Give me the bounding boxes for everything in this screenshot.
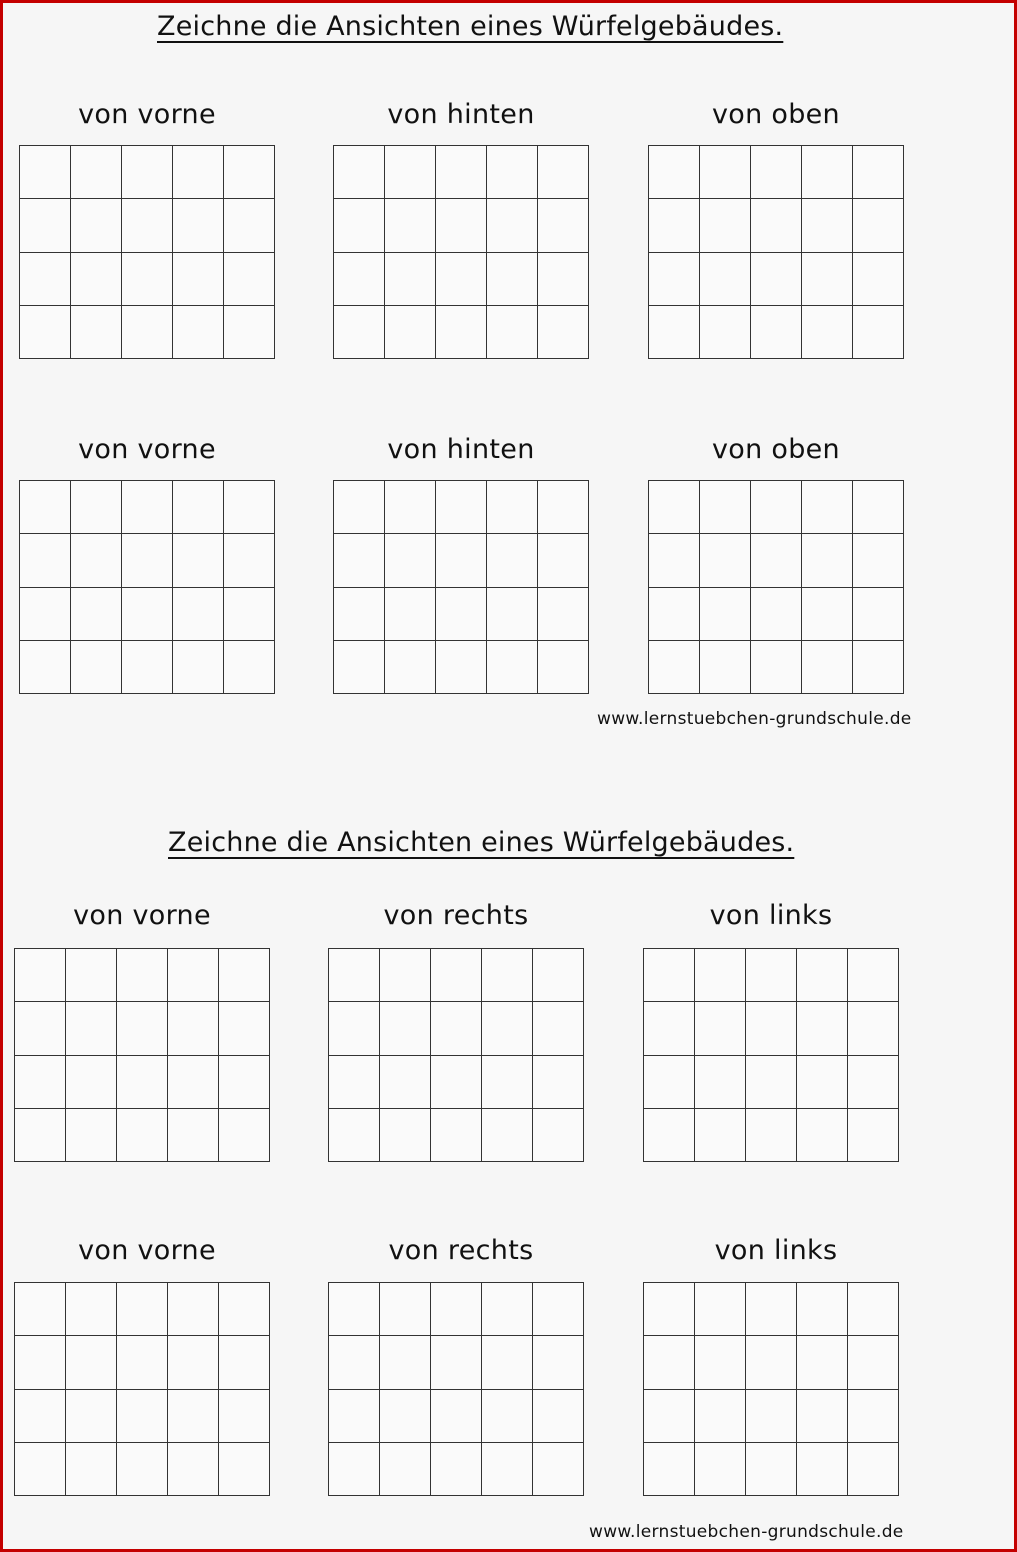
grid-cell[interactable] [329, 1002, 380, 1055]
grid-cell[interactable] [117, 949, 168, 1002]
grid-cell[interactable] [168, 1390, 219, 1443]
grid-cell[interactable] [15, 1390, 66, 1443]
grid-cell[interactable] [168, 1109, 219, 1162]
grid-cell[interactable] [66, 1283, 117, 1336]
grid-cell[interactable] [848, 1443, 899, 1496]
grid-cell[interactable] [746, 1443, 797, 1496]
grid-cell[interactable] [329, 949, 380, 1002]
grid-cell[interactable] [431, 949, 482, 1002]
section-title: Zeichne die Ansichten eines Würfelgebäudes. [157, 11, 784, 42]
grid-cell[interactable] [117, 1390, 168, 1443]
view-label: von vorne [73, 900, 211, 931]
grid-cell[interactable] [746, 1002, 797, 1055]
grid-cell[interactable] [380, 1002, 431, 1055]
view-label: von vorne [78, 1235, 216, 1266]
view-label: von oben [712, 99, 840, 130]
view-row [3, 900, 1014, 1200]
grid-cell[interactable] [533, 1109, 584, 1162]
grid-cell[interactable] [168, 1283, 219, 1336]
grid-cell[interactable] [482, 1283, 533, 1336]
grid-cell[interactable] [66, 1002, 117, 1055]
grid-cell[interactable] [797, 1390, 848, 1443]
grid-cell[interactable] [15, 949, 66, 1002]
drawing-grid[interactable] [14, 1282, 270, 1496]
grid-cell[interactable] [695, 1002, 746, 1055]
grid-cell[interactable] [533, 1390, 584, 1443]
grid-cell[interactable] [117, 1336, 168, 1389]
grid-cell[interactable] [15, 1109, 66, 1162]
grid-cell[interactable] [695, 1109, 746, 1162]
grid-cell[interactable] [380, 949, 431, 1002]
grid-cell[interactable] [15, 1336, 66, 1389]
grid-cell[interactable] [66, 1056, 117, 1109]
grid-cell[interactable] [797, 1283, 848, 1336]
grid-cell[interactable] [533, 1002, 584, 1055]
grid-cell[interactable] [117, 1056, 168, 1109]
view-label: von rechts [388, 1235, 534, 1266]
grid-cell[interactable] [219, 1443, 270, 1496]
grid-cell[interactable] [746, 1390, 797, 1443]
grid-cell[interactable] [431, 1443, 482, 1496]
grid-cell[interactable] [482, 1056, 533, 1109]
grid-cell[interactable] [219, 1109, 270, 1162]
grid-cell[interactable] [695, 1443, 746, 1496]
grid-cell[interactable] [533, 1283, 584, 1336]
grid-cell[interactable] [797, 1002, 848, 1055]
grid-cell[interactable] [695, 1283, 746, 1336]
grid-cell[interactable] [533, 1056, 584, 1109]
grid-cell[interactable] [117, 1002, 168, 1055]
grid-cell[interactable] [15, 1283, 66, 1336]
grid-cell[interactable] [482, 949, 533, 1002]
grid-cell[interactable] [329, 1109, 380, 1162]
drawing-grid[interactable] [328, 1282, 584, 1496]
grid-cell[interactable] [66, 1109, 117, 1162]
drawing-grid[interactable] [643, 948, 899, 1162]
grid-cell[interactable] [117, 1283, 168, 1336]
grid-cell[interactable] [168, 949, 219, 1002]
grid-cell[interactable] [431, 1109, 482, 1162]
grid-cell[interactable] [329, 1336, 380, 1389]
grid-cell[interactable] [746, 949, 797, 1002]
grid-cell[interactable] [644, 1002, 695, 1055]
grid-cell[interactable] [695, 1336, 746, 1389]
grid-cell[interactable] [644, 1056, 695, 1109]
grid-cell[interactable] [746, 1336, 797, 1389]
grid-cell[interactable] [431, 1002, 482, 1055]
view-panel [328, 1235, 584, 1495]
grid-cell[interactable] [66, 1443, 117, 1496]
grid-cell[interactable] [15, 1056, 66, 1109]
grid-cell[interactable] [644, 1390, 695, 1443]
grid-cell[interactable] [848, 1002, 899, 1055]
grid-cell[interactable] [15, 1443, 66, 1496]
grid-cell[interactable] [380, 1336, 431, 1389]
grid-cell[interactable] [329, 1443, 380, 1496]
view-label: von oben [712, 434, 840, 465]
view-panel [643, 900, 899, 1160]
grid-cell[interactable] [644, 1336, 695, 1389]
grid-cell[interactable] [168, 1002, 219, 1055]
grid-cell[interactable] [797, 1056, 848, 1109]
grid-cell[interactable] [482, 1336, 533, 1389]
grid-cell[interactable] [380, 1390, 431, 1443]
grid-cell[interactable] [66, 1390, 117, 1443]
grid-cell[interactable] [117, 1443, 168, 1496]
grid-cell[interactable] [848, 1109, 899, 1162]
grid-cell[interactable] [431, 1390, 482, 1443]
grid-cell[interactable] [797, 1109, 848, 1162]
grid-cell[interactable] [482, 1002, 533, 1055]
grid-cell[interactable] [431, 1283, 482, 1336]
grid-cell[interactable] [797, 1336, 848, 1389]
grid-cell[interactable] [533, 949, 584, 1002]
grid-cell[interactable] [168, 1443, 219, 1496]
grid-cell[interactable] [644, 1443, 695, 1496]
grid-cell[interactable] [533, 1443, 584, 1496]
grid-cell[interactable] [380, 1283, 431, 1336]
grid-cell[interactable] [695, 949, 746, 1002]
grid-cell[interactable] [644, 1283, 695, 1336]
grid-cell[interactable] [848, 1056, 899, 1109]
view-panel [14, 900, 270, 1160]
grid-cell[interactable] [848, 949, 899, 1002]
drawing-grid[interactable] [328, 948, 584, 1162]
grid-cell[interactable] [66, 949, 117, 1002]
section-title: Zeichne die Ansichten eines Würfelgebäudes. [168, 827, 795, 858]
grid-cell[interactable] [848, 1283, 899, 1336]
worksheet-section-2 [3, 3, 1014, 1552]
grid-cell[interactable] [219, 1056, 270, 1109]
grid-cell[interactable] [848, 1390, 899, 1443]
drawing-grid[interactable] [643, 1282, 899, 1496]
view-label: von rechts [383, 900, 529, 931]
grid-cell[interactable] [329, 1056, 380, 1109]
source-url: www.lernstuebchen-grundschule.de [589, 1522, 904, 1542]
grid-cell[interactable] [695, 1390, 746, 1443]
view-label: von links [709, 900, 833, 931]
view-panel [643, 1235, 899, 1495]
view-label: von hinten [387, 99, 535, 130]
grid-cell[interactable] [695, 1056, 746, 1109]
view-panel [14, 1235, 270, 1495]
view-label: von vorne [78, 434, 216, 465]
grid-cell[interactable] [219, 1283, 270, 1336]
grid-cell[interactable] [644, 949, 695, 1002]
view-row [3, 1235, 1014, 1535]
grid-cell[interactable] [168, 1336, 219, 1389]
view-panel [328, 900, 584, 1160]
grid-cell[interactable] [848, 1336, 899, 1389]
grid-cell[interactable] [380, 1443, 431, 1496]
grid-cell[interactable] [219, 1002, 270, 1055]
grid-cell[interactable] [431, 1336, 482, 1389]
grid-cell[interactable] [329, 1283, 380, 1336]
grid-cell[interactable] [219, 949, 270, 1002]
grid-cell[interactable] [746, 1109, 797, 1162]
grid-cell[interactable] [482, 1390, 533, 1443]
grid-cell[interactable] [746, 1283, 797, 1336]
grid-cell[interactable] [117, 1109, 168, 1162]
grid-cell[interactable] [431, 1056, 482, 1109]
grid-cell[interactable] [482, 1443, 533, 1496]
source-url: www.lernstuebchen-grundschule.de [597, 709, 912, 729]
grid-cell[interactable] [482, 1109, 533, 1162]
grid-cell[interactable] [644, 1109, 695, 1162]
grid-cell[interactable] [533, 1336, 584, 1389]
grid-cell[interactable] [219, 1336, 270, 1389]
grid-cell[interactable] [15, 1002, 66, 1055]
grid-cell[interactable] [797, 949, 848, 1002]
grid-cell[interactable] [66, 1336, 117, 1389]
view-label: von vorne [78, 99, 216, 130]
grid-cell[interactable] [219, 1390, 270, 1443]
grid-cell[interactable] [746, 1056, 797, 1109]
drawing-grid[interactable] [14, 948, 270, 1162]
view-label: von links [714, 1235, 838, 1266]
view-label: von hinten [387, 434, 535, 465]
grid-cell[interactable] [168, 1056, 219, 1109]
grid-cell[interactable] [380, 1056, 431, 1109]
grid-cell[interactable] [329, 1390, 380, 1443]
grid-cell[interactable] [797, 1443, 848, 1496]
grid-cell[interactable] [380, 1109, 431, 1162]
